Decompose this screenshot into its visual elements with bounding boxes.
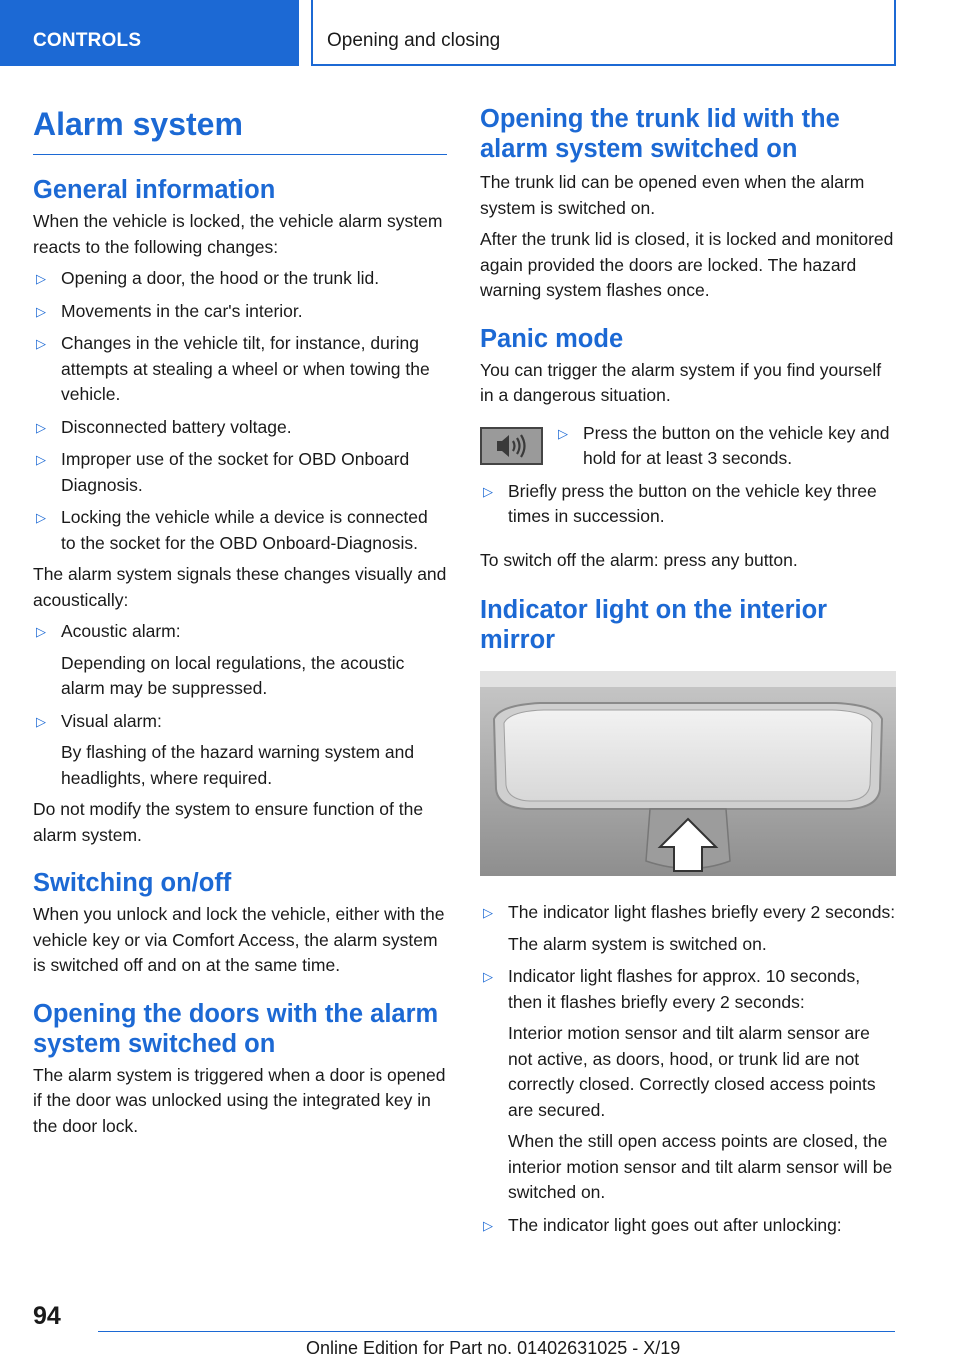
triangle-right-icon: ▷ xyxy=(36,510,46,525)
list-item: ▷ The indicator light goes out after unlocking: xyxy=(480,1213,896,1239)
chapter-label: Opening and closing xyxy=(327,30,501,51)
trunk-text-1: The trunk lid can be opened even when the alarm system is switched on. xyxy=(480,172,865,218)
list-item: ▷ Opening a door, the hood or the trunk lid. xyxy=(33,266,447,292)
triangle-right-icon: ▷ xyxy=(483,1217,493,1233)
list-item: ▷ Improper use of the socket for OBD Onboard Diagnosis. xyxy=(36,449,410,495)
panic-text: You can trigger the alarm system if you find yourself in a dangerous situation. xyxy=(480,359,882,405)
list-item: ▷ Indicator light flashes for approx. 10 seconds, then it flashes briefly every 2 seconds: Interior motion sensor and tilt alarm sensor are not active, as doors, hood, or trunk lid are not correctly closed. Correctly closed access points are secured. When the still open access points are closed, the interior motion sensor and tilt alarm sensor will be switched on. xyxy=(483,966,893,1202)
right-column xyxy=(480,100,896,1238)
list-item: ▷ Disconnected battery voltage. xyxy=(33,415,447,441)
panic-list-first xyxy=(555,421,896,472)
left-column xyxy=(33,100,447,1139)
chapter-tab xyxy=(311,0,896,66)
section-label: CONTROLS xyxy=(33,30,142,51)
page-header xyxy=(0,0,960,66)
heading-switching: Switching on/off xyxy=(33,869,232,897)
triangle-right-icon: ▷ xyxy=(36,713,46,729)
page-number: 94 xyxy=(33,1302,61,1330)
list-item: ▷ Movements in the car's interior. xyxy=(33,299,447,325)
triangle-right-icon: ▷ xyxy=(558,425,568,441)
triangle-right-icon: ▷ xyxy=(36,271,46,286)
triangle-right-icon: ▷ xyxy=(483,483,493,499)
list-item: ▷ Briefly press the button on the vehicle key three times in succession. xyxy=(483,480,877,526)
list-item: ▷ Visual alarm: By flashing of the hazard warning system and headlights, where required. xyxy=(36,710,415,788)
signals-list xyxy=(33,619,447,791)
triangle-right-icon: ▷ xyxy=(36,303,46,319)
heading-trunk: Opening the trunk lid with the alarm system switched on xyxy=(480,105,840,163)
indicator-list xyxy=(480,900,896,1238)
doors-text: The alarm system is triggered when a door is opened if the door was unlocked using the integrated key in the door lock. xyxy=(33,1064,446,1136)
interior-mirror-image xyxy=(480,671,896,876)
triangle-right-icon: ▷ xyxy=(483,905,493,920)
trunk-text-2: After the trunk lid is closed, it is locked and monitored again provided the doors are locked. The hazard warning system flashes once. xyxy=(480,229,894,300)
section-tab xyxy=(0,0,299,66)
triangle-right-icon: ▷ xyxy=(36,452,46,467)
list-item: ▷ The indicator light flashes briefly every 2 seconds: The alarm system is switched on. xyxy=(483,902,896,954)
heading-general-information: General information xyxy=(33,176,276,204)
list-item: ▷ Changes in the vehicle tilt, for instance, during attempts at stealing a wheel or when towing the vehicle. xyxy=(36,333,430,404)
switching-text: When you unlock and lock the vehicle, either with the vehicle key or via Comfort Access, the alarm system is switched off and on at the same time. xyxy=(33,904,445,975)
triangle-right-icon: ▷ xyxy=(483,969,493,984)
footer-divider xyxy=(98,1331,895,1332)
panic-off-text: To switch off the alarm: press any button. xyxy=(480,549,798,570)
footer-edition: Online Edition for Part no. 01402631025 - X/19 xyxy=(306,1338,681,1358)
list-item: ▷ Press the button on the vehicle key and hold for at least 3 seconds. xyxy=(558,422,890,468)
triangle-right-icon: ▷ xyxy=(36,419,46,435)
panic-list-second xyxy=(480,479,896,530)
sound-wave-icon xyxy=(480,427,543,465)
triangle-right-icon: ▷ xyxy=(36,336,46,351)
general-intro: When the vehicle is locked, the vehicle alarm system reacts to the following changes: xyxy=(33,211,443,257)
list-item: ▷ Locking the vehicle while a device is connected to the socket for the OBD Onboard-Diagnosis. xyxy=(36,507,428,553)
heading-panic: Panic mode xyxy=(480,324,624,353)
signals-text: The alarm system signals these changes visually and acoustically: xyxy=(33,564,447,610)
heading-indicator: Indicator light on the interior mirror xyxy=(480,596,828,654)
panic-button-block xyxy=(480,421,896,472)
triangle-right-icon: ▷ xyxy=(36,624,46,639)
heading-doors: Opening the doors with the alarm system switched on xyxy=(33,999,439,1058)
page-title: Alarm system xyxy=(33,102,447,155)
general-note: Do not modify the system to ensure function of the alarm system. xyxy=(33,799,424,845)
general-list xyxy=(33,266,447,556)
list-item: ▷ Acoustic alarm: Depending on local regulations, the acoustic alarm may be suppressed. xyxy=(36,621,405,698)
